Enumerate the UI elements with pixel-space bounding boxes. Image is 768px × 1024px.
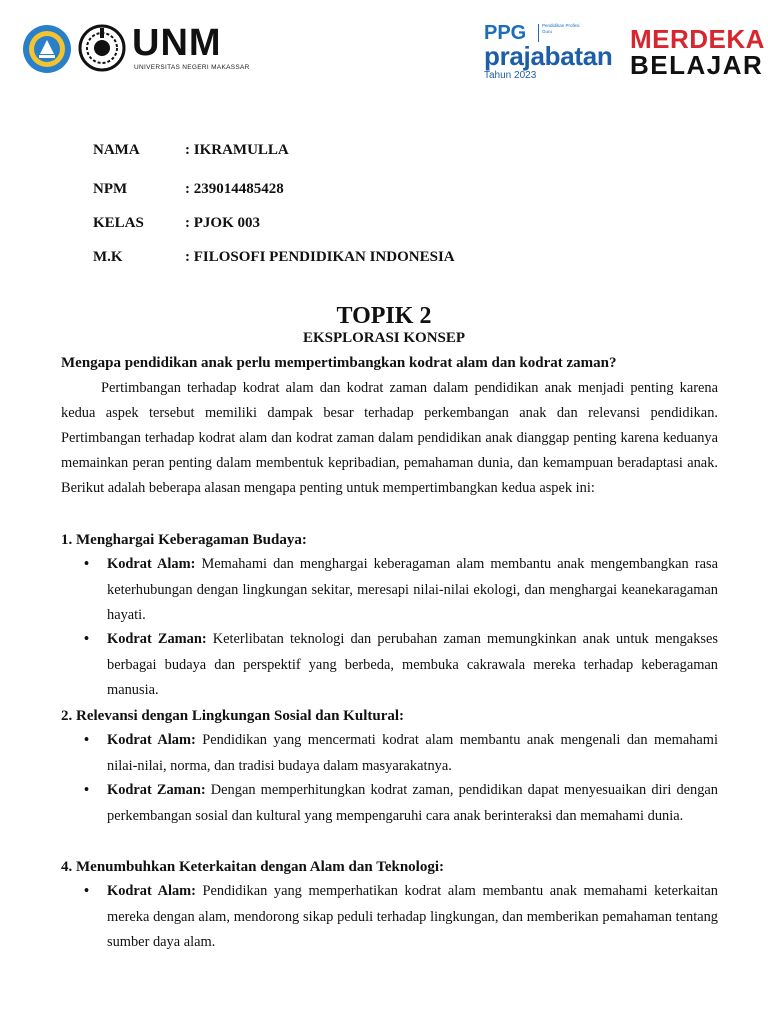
unm-subtitle: UNIVERSITAS NEGERI MAKASSAR	[134, 64, 250, 71]
bullet-content	[107, 778, 718, 829]
ppg-text: PPG	[484, 22, 527, 44]
nama-value: : IKRAMULLA	[185, 142, 289, 158]
bullet-term: Kodrat Alam:	[107, 883, 196, 899]
nama-label: NAMA	[93, 142, 140, 158]
kemdikbud-logo-icon	[22, 24, 72, 74]
ppg-small-text: Pendidikan Profesi Guru	[542, 23, 580, 34]
question-heading: Mengapa pendidikan anak perlu mempertimbangkan kodrat alam dan kodrat zaman?	[61, 355, 617, 371]
list-item	[84, 552, 718, 629]
list-item	[84, 778, 718, 829]
bullet-content	[107, 728, 718, 779]
bullet-text: Memahami dan menghargai keberagaman alam membantu anak mengembangkan rasa keterhubungan dengan lingkungan sekitar, meresapi nilai-nilai ekologi, dan menghargai keanekaragaman hayati.	[107, 556, 718, 623]
bullet-icon: •	[84, 782, 90, 798]
bullet-icon: •	[84, 883, 90, 899]
ppg-prajabatan-logo	[484, 22, 634, 84]
npm-value: : 239014485428	[185, 181, 284, 197]
bullet-term: Kodrat Zaman:	[107, 631, 207, 647]
page-subtitle: EKSPLORASI KONSEP	[302, 330, 466, 346]
bullet-term: Kodrat Alam:	[107, 556, 196, 572]
npm-label: NPM	[93, 181, 128, 197]
document-header	[0, 0, 768, 100]
ppg-divider	[538, 24, 539, 42]
bullet-text: Pendidikan yang memperhatikan kodrat alam membantu anak memahami keterkaitan mereka dengan alam, mendorong sikap peduli terhadap lingkungan, dan memberikan pemahaman tentang sumber daya alam.	[107, 883, 718, 950]
intro-paragraph: Pertimbangan terhadap kodrat alam dan kodrat zaman dalam pendidikan anak menjadi penting karena kedua aspek tersebut memiliki dampak besar terhadap perkembangan anak dan relevansi pendidikan. Pertimbangan terhadap kodrat alam dan kodrat zaman dalam pendidikan anak dianggap penting karena keduanya memainkan peran penting dalam membentuk kepribadian, pemahaman dunia, dan kemampuan beradaptasi anak. Berikut adalah beberapa alasan mengapa penting untuk mempertimbangkan kedua aspek ini:	[61, 380, 718, 496]
kelas-value: : PJOK 003	[185, 215, 260, 231]
bullet-text: Dengan memperhitungkan kodrat zaman, pendidikan dapat menyesuaikan diri dengan perkembangan sosial dan kultural yang mempengaruhi cara anak berinteraksi dan memahami dunia.	[107, 782, 718, 824]
section-heading-1: 1. Menghargai Keberagaman Budaya:	[61, 532, 307, 548]
merdeka-text: MERDEKA	[630, 24, 765, 54]
bullet-content	[107, 627, 718, 704]
bullet-icon: •	[84, 732, 90, 748]
kelas-label: KELAS	[93, 215, 144, 231]
bullet-content	[107, 552, 718, 629]
bullet-icon: •	[84, 556, 90, 572]
mk-value: : FILOSOFI PENDIDIKAN INDONESIA	[185, 249, 455, 265]
bullet-text: Pendidikan yang mencermati kodrat alam membantu anak mengenali dan memahami nilai-nilai, norma, dan tradisi budaya dalam masyarakatnya.	[107, 732, 718, 774]
section-heading-4: 4. Menumbuhkan Keterkaitan dengan Alam dan Teknologi:	[61, 859, 445, 875]
bullet-text: Keterlibatan teknologi dan perubahan zaman memungkinkan anak untuk mengakses berbagai budaya dan perspektif yang berbeda, membuka cakrawala mereka terhadap keberagaman manusia.	[107, 631, 718, 698]
belajar-text: BELAJAR	[630, 50, 764, 80]
bullet-term: Kodrat Zaman:	[107, 782, 206, 798]
prajabatan-text: prajabatan	[484, 41, 613, 71]
mk-label: M.K	[93, 249, 123, 265]
unm-logo-text: UNM	[132, 22, 222, 64]
tahun-text: Tahun 2023	[484, 70, 537, 81]
list-item	[84, 728, 718, 779]
bullet-content	[107, 879, 718, 956]
page-title: TOPIK 2	[336, 303, 432, 329]
bullet-term: Kodrat Alam:	[107, 732, 196, 748]
list-item	[84, 627, 718, 704]
unm-emblem-icon	[78, 24, 126, 72]
list-item	[84, 879, 718, 956]
section-heading-2: 2. Relevansi dengan Lingkungan Sosial dan Kultural:	[61, 708, 405, 724]
bullet-icon: •	[84, 631, 90, 647]
